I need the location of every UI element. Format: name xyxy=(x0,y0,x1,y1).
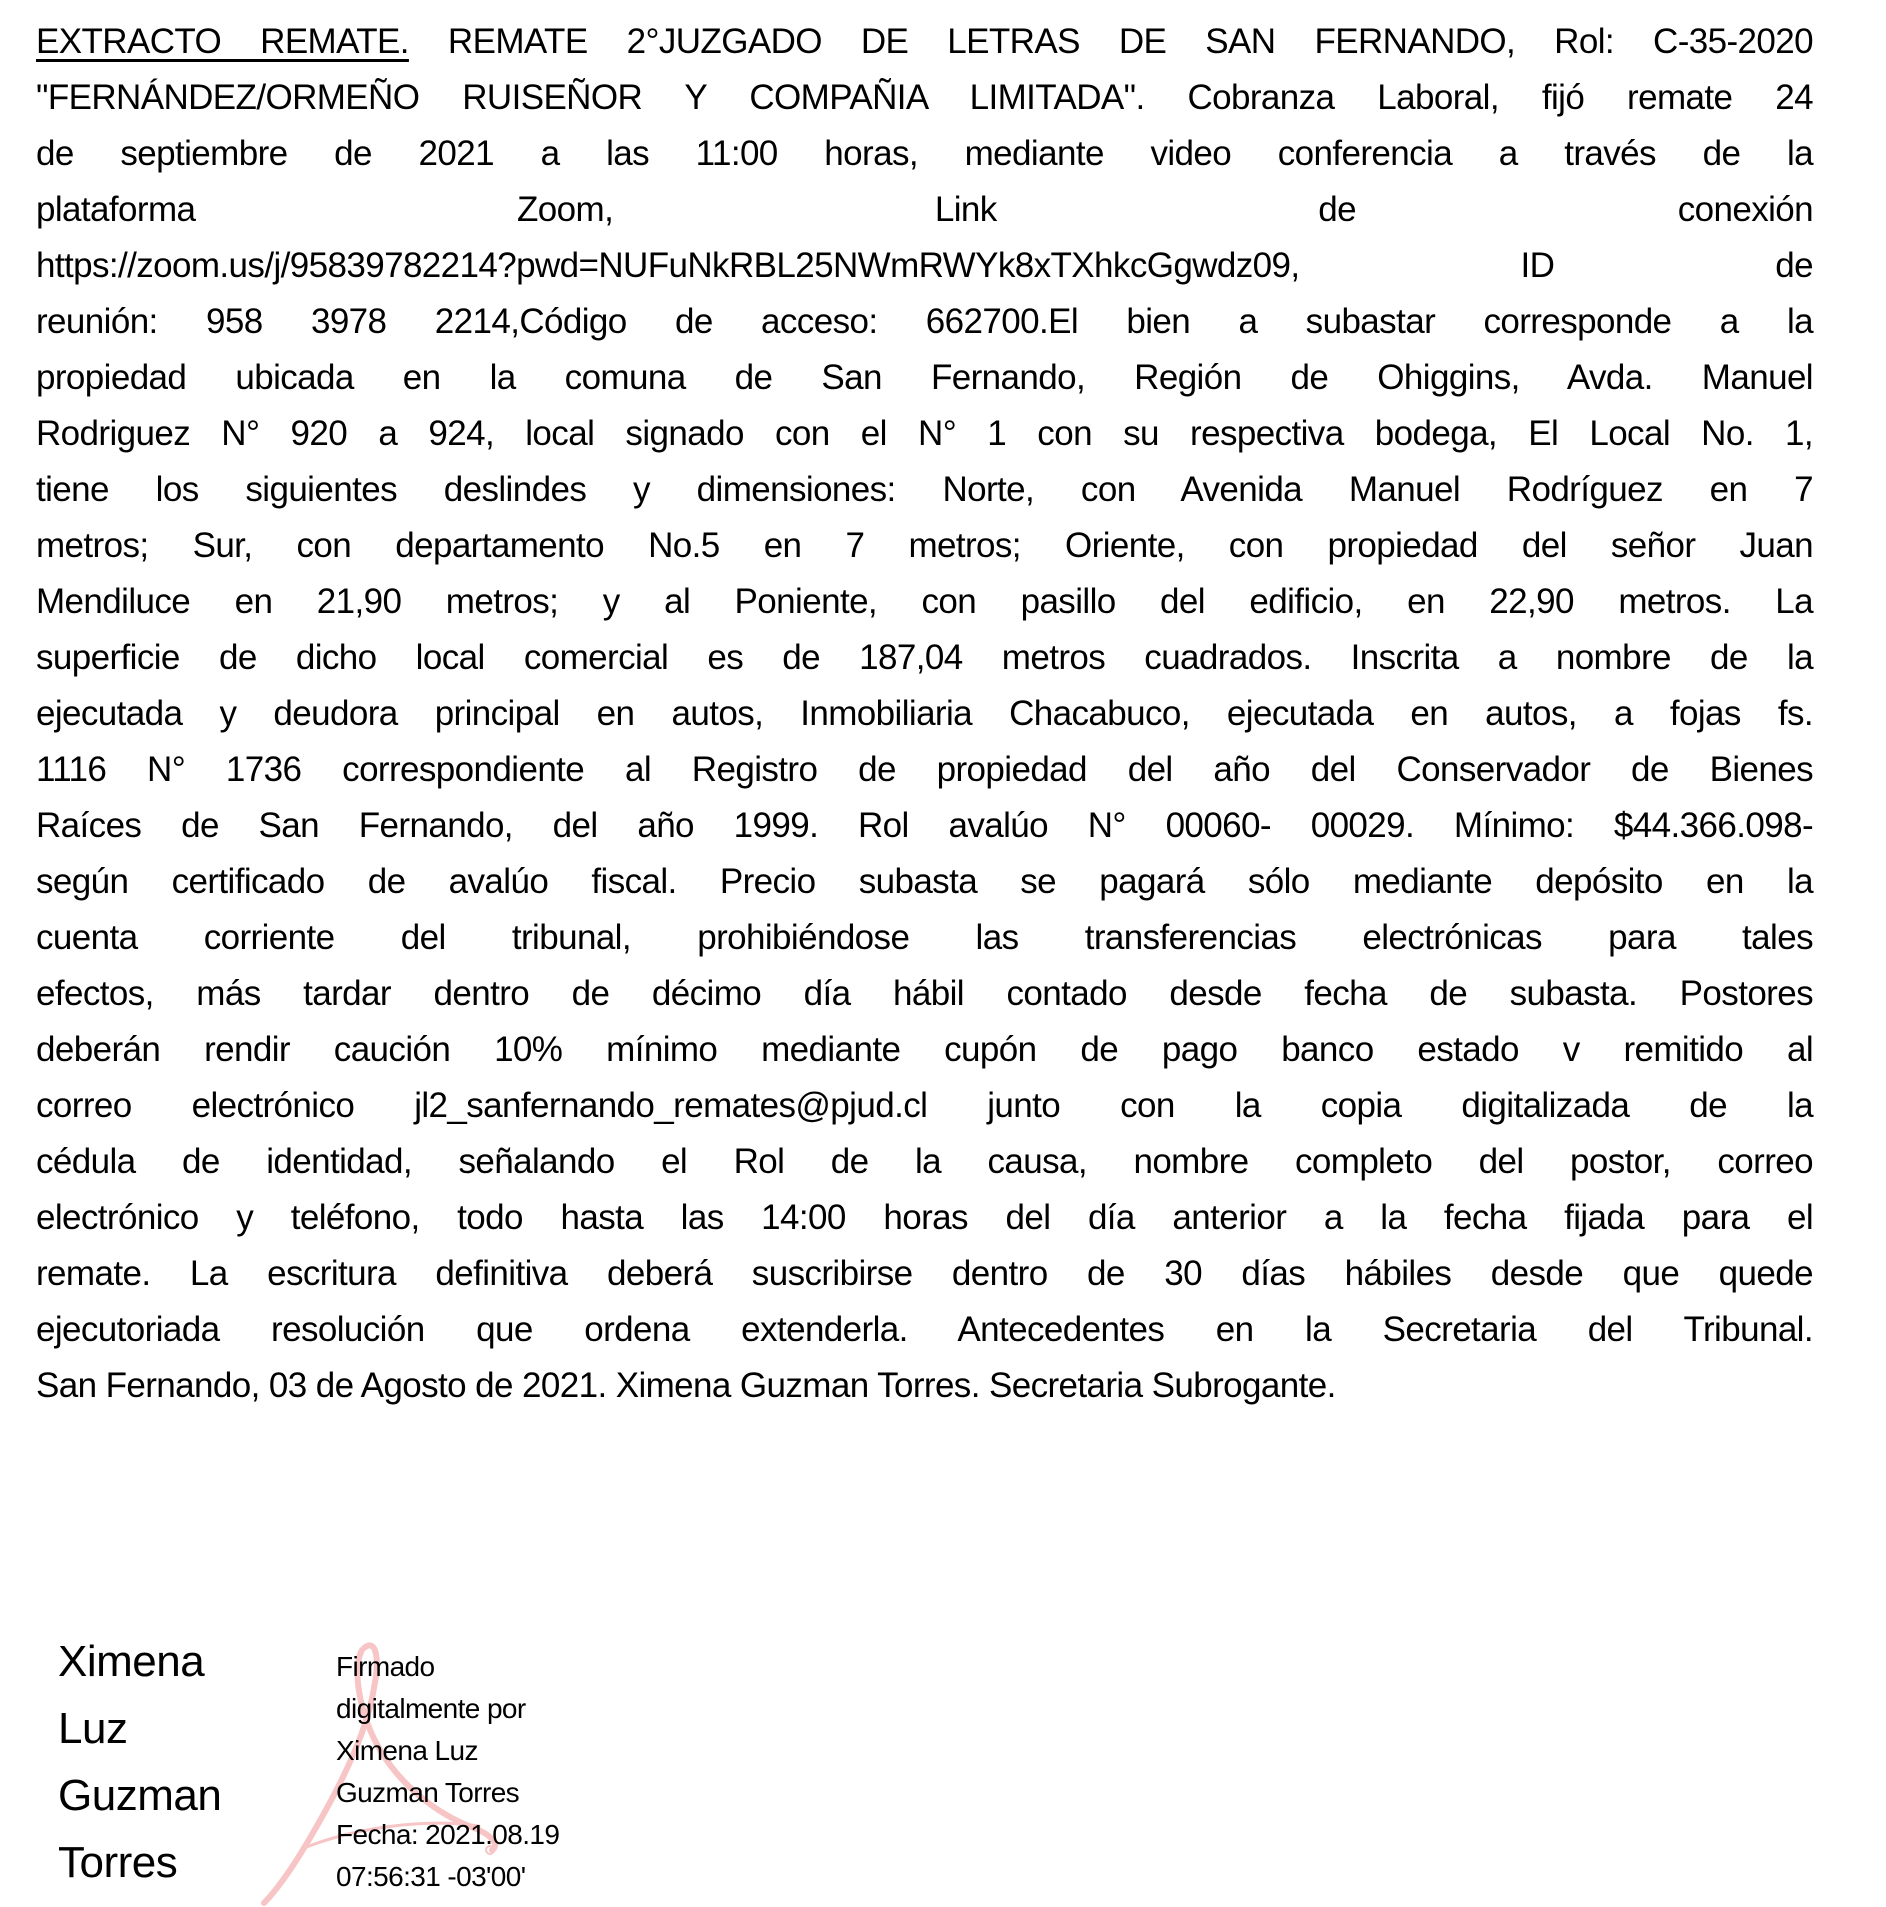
notice-heading: EXTRACTO REMATE. xyxy=(36,22,409,61)
digital-signature-block xyxy=(58,1628,758,1907)
text-line: tiene los siguientes deslindes y dimensiones: Norte, con Avenida Manuel Rodríguez en 7 xyxy=(36,470,1813,509)
signer-name-line: Luz xyxy=(58,1704,128,1753)
auction-notice-body xyxy=(36,14,1813,1414)
text-line: Raíces de San Fernando, del año 1999. Rol avalúo N° 00060- 00029. Mínimo: $44.366.098- xyxy=(36,806,1813,845)
text-line: ejecutoriada resolución que ordena extenderla. Antecedentes en la Secretaria del Tribunal. xyxy=(36,1310,1813,1349)
text-line-content: REMATE 2°JUZGADO DE LETRAS DE SAN FERNANDO, Rol: C-35-2020 xyxy=(408,22,1813,61)
text-line: de septiembre de 2021 a las 11:00 horas, mediante video conferencia a través de la xyxy=(36,134,1813,173)
text-line: ejecutada y deudora principal en autos, Inmobiliaria Chacabuco, ejecutada en autos, a fojas fs. xyxy=(36,694,1813,733)
signature-detail-line: Guzman Torres xyxy=(336,1777,520,1808)
text-line: Mendiluce en 21,90 metros; y al Poniente, con pasillo del edificio, en 22,90 metros. La xyxy=(36,582,1813,621)
text-line: propiedad ubicada en la comuna de San Fernando, Región de Ohiggins, Avda. Manuel xyxy=(36,358,1813,397)
signer-name-line: Ximena xyxy=(58,1637,205,1686)
signature-date-line: Fecha: 2021.08.19 xyxy=(336,1819,560,1850)
email-line: correo electrónico jl2_sanfernando_remates@pjud.cl junto con la copia digitalizada de la xyxy=(36,1086,1813,1125)
text-line: cuenta corriente del tribunal, prohibiéndose las transferencias electrónicas para tales xyxy=(36,918,1813,957)
signature-details xyxy=(336,1646,559,1898)
signature-detail-line: Firmado xyxy=(336,1651,435,1682)
signer-name-line: Torres xyxy=(58,1838,178,1887)
text-line: efectos, más tardar dentro de décimo día hábil contado desde fecha de subasta. Postores xyxy=(36,974,1813,1013)
text-line: electrónico y teléfono, todo hasta las 14:00 horas del día anterior a la fecha fijada para el xyxy=(36,1198,1813,1237)
zoom-link-line: https://zoom.us/j/95839782214?pwd=NUFuNkRBL25NWmRWYk8xTXhkcGgwdz09, ID de xyxy=(36,246,1813,285)
signer-name-line: Guzman xyxy=(58,1771,222,1820)
text-line: reunión: 958 3978 2214,Código de acceso: 662700.El bien a subastar corresponde a la xyxy=(36,302,1813,341)
text-line: cédula de identidad, señalando el Rol de la causa, nombre completo del postor, correo xyxy=(36,1142,1813,1181)
signature-time-line: 07:56:31 -03'00' xyxy=(336,1861,526,1892)
text-line: deberán rendir caución 10% mínimo mediante cupón de pago banco estado v remitido al xyxy=(36,1030,1813,1069)
text-line: metros; Sur, con departamento No.5 en 7 metros; Oriente, con propiedad del señor Juan xyxy=(36,526,1813,565)
text-line: remate. La escritura definitiva deberá suscribirse dentro de 30 días hábiles desde que quede xyxy=(36,1254,1813,1293)
text-line: Rodriguez N° 920 a 924, local signado con el N° 1 con su respectiva bodega, El Local No. 1, xyxy=(36,414,1813,453)
text-line xyxy=(36,14,1813,70)
text-line: superficie de dicho local comercial es de 187,04 metros cuadrados. Inscrita a nombre de la xyxy=(36,638,1813,677)
text-line: plataforma Zoom, Link de conexión xyxy=(36,190,1813,229)
text-line: "FERNÁNDEZ/ORMEÑO RUISEÑOR Y COMPAÑIA LIMITADA". Cobranza Laboral, fijó remate 24 xyxy=(36,78,1813,117)
text-line: 1116 N° 1736 correspondiente al Registro de propiedad del año del Conservador de Bienes xyxy=(36,750,1813,789)
text-line-closing: San Fernando, 03 de Agosto de 2021. Ximena Guzman Torres. Secretaria Subrogante. xyxy=(36,1366,1336,1405)
signature-detail-line: digitalmente por xyxy=(336,1693,526,1724)
signer-name xyxy=(58,1628,221,1896)
signature-detail-line: Ximena Luz xyxy=(336,1735,478,1766)
text-line: según certificado de avalúo fiscal. Precio subasta se pagará sólo mediante depósito en la xyxy=(36,862,1813,901)
